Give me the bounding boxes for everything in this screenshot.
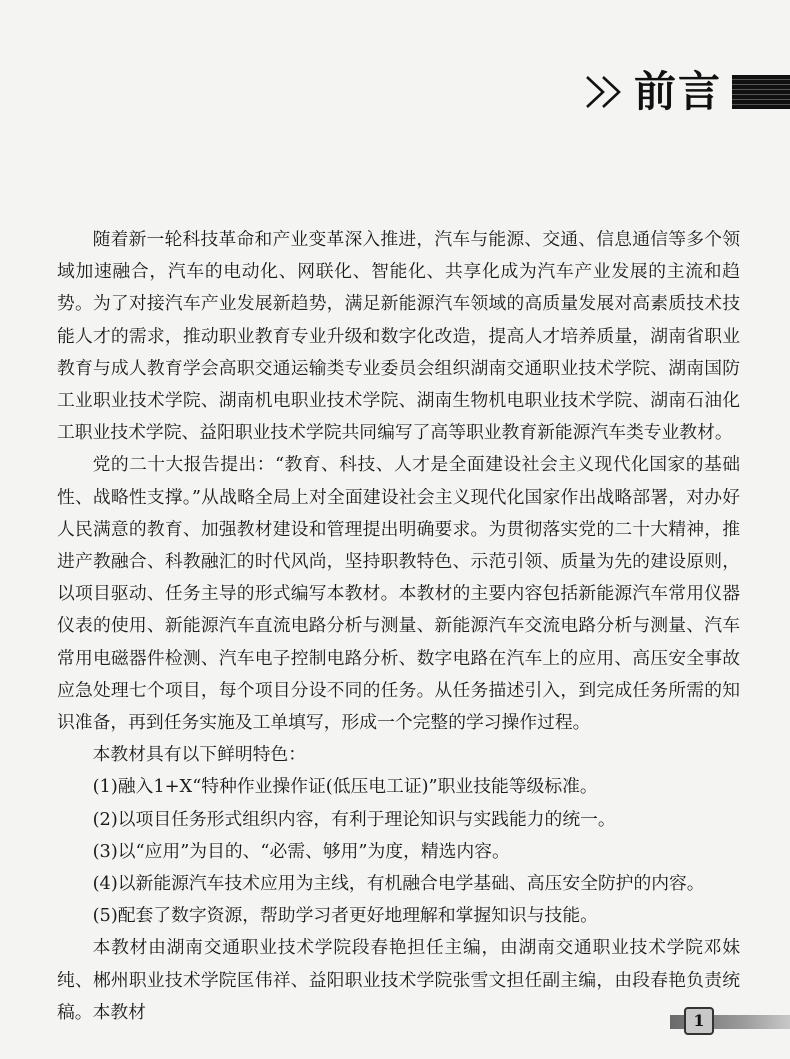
paragraph-authors: 本教材由湖南交通职业技术学院段春艳担任主编，由湖南交通职业技术学院邓妹纯、郴州职业技术学院匡伟祥、益阳职业技术学院张雪文担任副主编，由段春艳负责统稿。本教材	[57, 937, 740, 1023]
feature-item-3: (3)以“应用”为目的、“必需、够用”为度，精选内容。	[92, 840, 510, 862]
feature-item-1: (1)融入1+X“特种作业操作证(低压电工证)”职业技能等级标准。	[92, 776, 598, 798]
feature-item-2: (2)以项目任务形式组织内容，有利于理论知识与实践能力的统一。	[92, 808, 616, 830]
paragraph-features-heading: 本教材具有以下鲜明特色：	[92, 744, 306, 766]
page-header	[584, 62, 790, 122]
preface-body	[57, 224, 740, 1029]
feature-item-5: (5)配套了数字资源，帮助学习者更好地理解和掌握知识与技能。	[92, 905, 598, 927]
double-chevron-right-icon	[584, 74, 628, 110]
page-footer	[670, 1007, 790, 1037]
title-decoration-bar	[732, 75, 790, 109]
feature-item-4: (4)以新能源汽车技术应用为主线，有机融合电学基础、高压安全防护的内容。	[92, 873, 705, 895]
page-title: 前言	[633, 67, 722, 116]
page-number: 1	[684, 1007, 714, 1035]
paragraph-report: 党的二十大报告提出：“教育、科技、人才是全面建设社会主义现代化国家的基础性、战略性支撑。”从战略全局上对全面建设社会主义现代化国家作出战略部署，对办好人民满意的教育、加强教材建设和管理提出明确要求。为贯彻落实党的二十大精神，推进产教融合、科教融汇的时代风尚，坚持职教特色、示范引领、质量为先的建设原则，以项目驱动、任务主导的形式编写本教材。本教材的主要内容包括新能源汽车常用仪器仪表的使用、新能源汽车直流电路分析与测量、新能源汽车交流电路分析与测量、汽车常用电磁器件检测、汽车电子控制电路分析、数字电路在汽车上的应用、高压安全事故应急处理七个项目，每个项目分设不同的任务。从任务描述引入，到完成任务所需的知识准备，再到任务实施及工单填写，形成一个完整的学习操作过程。	[57, 454, 740, 734]
paragraph-intro: 随着新一轮科技革命和产业变革深入推进，汽车与能源、交通、信息通信等多个领域加速融合，汽车的电动化、网联化、智能化、共享化成为汽车产业发展的主流和趋势。为了对接汽车产业发展新趋势，满足新能源汽车领域的高质量发展对高素质技术技能人才的需求，推动职业教育专业升级和数字化改造，提高人才培养质量，湖南省职业教育与成人教育学会高职交通运输类专业委员会组织湖南交通职业技术学院、湖南国防工业职业技术学院、湖南机电职业技术学院、湖南生物机电职业技术学院、湖南石油化工职业技术学院、益阳职业技术学院共同编写了高等职业教育新能源汽车类专业教材。	[57, 229, 740, 444]
